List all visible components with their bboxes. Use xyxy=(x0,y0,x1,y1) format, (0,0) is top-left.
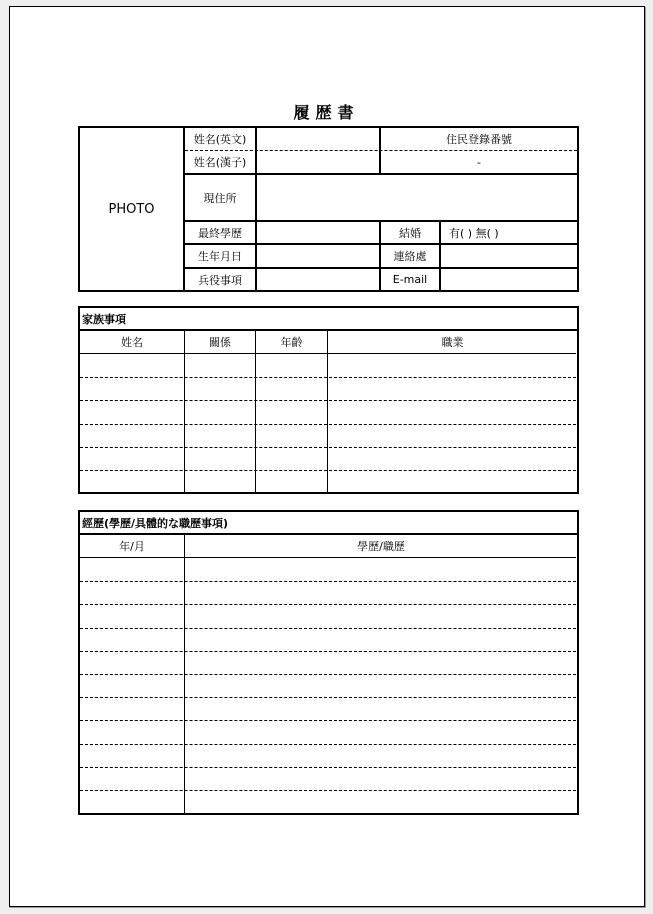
email-label: E-mail xyxy=(392,273,428,286)
table-cell-input[interactable] xyxy=(185,448,255,469)
table-cell-input[interactable] xyxy=(80,471,184,492)
email-field[interactable] xyxy=(441,269,577,290)
table-cell-input[interactable] xyxy=(80,559,184,580)
table-cell-input[interactable] xyxy=(80,378,184,399)
table-cell-input[interactable] xyxy=(80,401,184,422)
table-cell-input[interactable] xyxy=(256,401,327,422)
birthdate-field[interactable] xyxy=(257,245,379,267)
table-cell-input[interactable] xyxy=(328,448,577,469)
family-section-title: 家族事項 xyxy=(82,313,126,326)
table-cell-input[interactable] xyxy=(328,401,577,422)
table-cell-input[interactable] xyxy=(185,425,255,446)
name-english-label: 姓名(英文) xyxy=(193,133,247,146)
table-cell-input[interactable] xyxy=(80,605,184,626)
name-english-field[interactable] xyxy=(257,128,379,150)
table-cell-input[interactable] xyxy=(185,378,255,399)
table-cell-input[interactable] xyxy=(328,425,577,446)
table-cell-input[interactable] xyxy=(185,401,255,422)
table-cell-input[interactable] xyxy=(256,448,327,469)
table-cell-input[interactable] xyxy=(256,378,327,399)
document-title: 履歴書 xyxy=(293,103,360,122)
marriage-field[interactable]: 有( ) 無( ) xyxy=(449,226,499,240)
family-col-age: 年齡 xyxy=(280,336,303,349)
table-cell-input[interactable] xyxy=(185,471,255,492)
table-cell-input[interactable] xyxy=(80,582,184,603)
table-cell-input[interactable] xyxy=(80,448,184,469)
education-field[interactable] xyxy=(257,222,379,243)
table-cell-input[interactable] xyxy=(80,675,184,696)
table-cell-input[interactable] xyxy=(185,768,577,789)
divider xyxy=(80,353,576,354)
table-cell-input[interactable] xyxy=(185,605,577,626)
table-cell-input[interactable] xyxy=(256,425,327,446)
table-cell-input[interactable] xyxy=(185,745,577,766)
table-cell-input[interactable] xyxy=(185,582,577,603)
table-cell-input[interactable] xyxy=(256,471,327,492)
divider xyxy=(80,557,576,558)
table-cell-input[interactable] xyxy=(185,559,577,580)
contact-field[interactable] xyxy=(441,245,577,267)
family-col-occupation: 職業 xyxy=(441,336,464,349)
table-cell-input[interactable] xyxy=(80,629,184,650)
military-field[interactable] xyxy=(257,269,379,290)
table-cell-input[interactable] xyxy=(80,652,184,673)
table-cell-input[interactable] xyxy=(328,471,577,492)
table-cell-input[interactable] xyxy=(80,425,184,446)
birthdate-label: 生年月日 xyxy=(198,250,242,263)
resident-number-field[interactable]: - xyxy=(477,155,481,169)
name-hanja-field[interactable] xyxy=(257,151,379,173)
table-cell-input[interactable] xyxy=(80,768,184,789)
address-label: 現住所 xyxy=(203,191,237,205)
career-col-history: 學歷/職歷 xyxy=(357,540,405,553)
table-cell-input[interactable] xyxy=(80,355,184,376)
table-cell-input[interactable] xyxy=(80,745,184,766)
table-cell-input[interactable] xyxy=(185,721,577,742)
table-cell-input[interactable] xyxy=(185,675,577,696)
family-col-name: 姓名 xyxy=(121,336,143,349)
resident-number-label: 住民登錄番號 xyxy=(446,133,512,146)
education-label: 最終學歷 xyxy=(198,226,242,240)
table-cell-input[interactable] xyxy=(256,355,327,376)
contact-label: 連絡處 xyxy=(393,250,427,263)
table-cell-input[interactable] xyxy=(185,652,577,673)
marriage-label: 結婚 xyxy=(399,226,421,240)
table-cell-input[interactable] xyxy=(185,629,577,650)
table-cell-input[interactable] xyxy=(80,791,184,812)
table-cell-input[interactable] xyxy=(80,698,184,719)
table-cell-input[interactable] xyxy=(185,791,577,812)
table-cell-input[interactable] xyxy=(185,698,577,719)
family-col-relation: 關係 xyxy=(209,336,231,349)
career-section-title: 經歷(學歷/具體的な職歷事項) xyxy=(82,517,229,530)
military-label: 兵役事項 xyxy=(198,273,242,287)
address-field[interactable] xyxy=(257,175,577,220)
name-hanja-label: 姓名(漢子) xyxy=(193,156,247,169)
table-cell-input[interactable] xyxy=(328,378,577,399)
photo-placeholder[interactable]: PHOTO xyxy=(108,201,155,217)
table-cell-input[interactable] xyxy=(185,355,255,376)
career-col-date: 年/月 xyxy=(119,540,145,553)
table-cell-input[interactable] xyxy=(328,355,577,376)
table-cell-input[interactable] xyxy=(80,721,184,742)
